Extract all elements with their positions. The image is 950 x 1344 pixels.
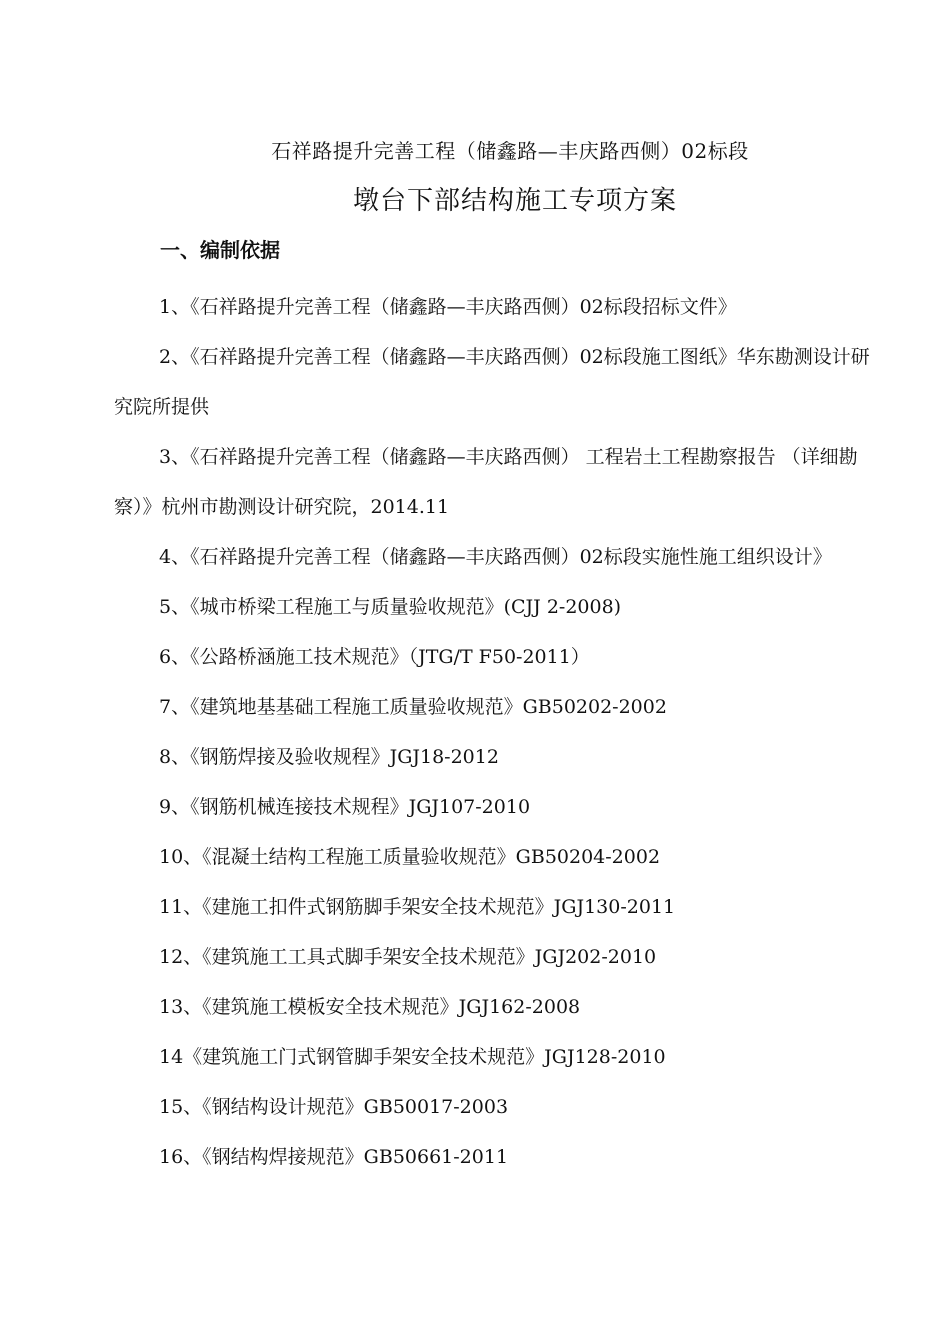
section-heading: 一、编制依据 [160, 238, 280, 262]
reference-item-16: 16、《钢结构焊接规范》GB50661-2011 [159, 1146, 509, 1168]
reference-item-14: 14《建筑施工门式钢管脚手架安全技术规范》JGJ128-2010 [159, 1046, 666, 1068]
reference-item-9: 9、《钢筋机械连接技术规程》JGJ107-2010 [159, 796, 531, 818]
reference-item-5: 5、《城市桥梁工程施工与质量验收规范》(CJJ 2-2008) [159, 596, 622, 618]
reference-item-3: 3、《石祥路提升完善工程（储鑫路—丰庆路西侧） 工程岩土工程勘察报告 （详细勘察）》杭州市勘测设计研究院，2014.11 [114, 446, 858, 518]
reference-item-7: 7、《建筑地基基础工程施工质量验收规范》GB50202-2002 [159, 696, 667, 718]
reference-item-2: 2、《石祥路提升完善工程（储鑫路—丰庆路西侧）02标段施工图纸》华东勘测设计研究院所提供 [114, 346, 870, 418]
reference-item-6: 6、《公路桥涵施工技术规范》（JTG/T F50-2011） [159, 646, 590, 668]
document-subtitle: 石祥路提升完善工程（储鑫路—丰庆路西侧）02标段 [271, 139, 749, 163]
reference-item-1: 1、《石祥路提升完善工程（储鑫路—丰庆路西侧）02标段招标文件》 [159, 296, 737, 318]
reference-item-8: 8、《钢筋焊接及验收规程》JGJ18-2012 [159, 746, 499, 768]
reference-item-13: 13、《建筑施工模板安全技术规范》JGJ162-2008 [159, 996, 581, 1018]
document-title: 墩台下部结构施工专项方案 [352, 186, 677, 216]
reference-item-11: 11、《建施工扣件式钢筋脚手架安全技术规范》JGJ130-2011 [159, 896, 676, 918]
reference-item-4: 4、《石祥路提升完善工程（储鑫路—丰庆路西侧）02标段实施性施工组织设计》 [159, 546, 832, 568]
reference-list [114, 282, 874, 1182]
reference-item-15: 15、《钢结构设计规范》GB50017-2003 [159, 1096, 509, 1118]
reference-item-12: 12、《建筑施工工具式脚手架安全技术规范》JGJ202-2010 [159, 946, 657, 968]
reference-item-10: 10、《混凝土结构工程施工质量验收规范》GB50204-2002 [159, 846, 661, 868]
